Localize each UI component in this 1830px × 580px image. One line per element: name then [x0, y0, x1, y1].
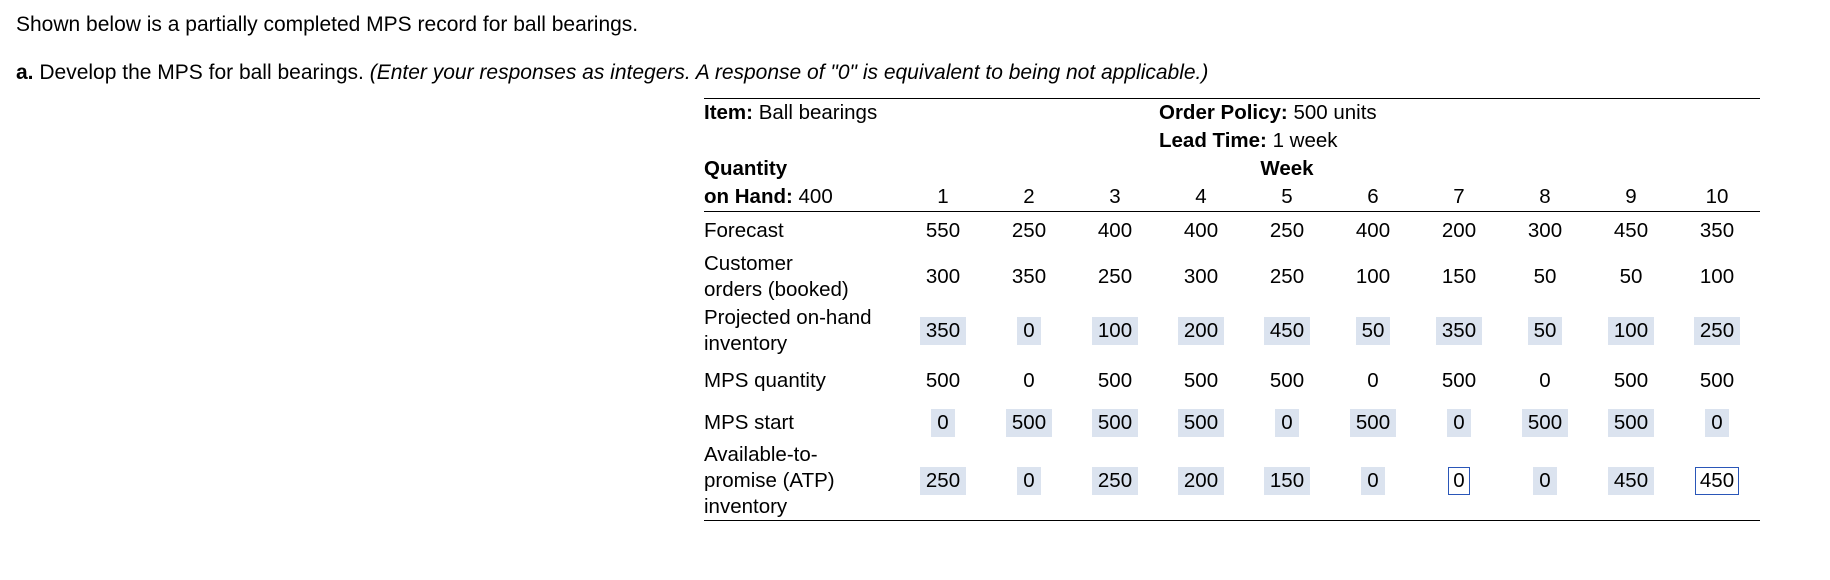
atp-label-line1: Available-to- — [704, 443, 818, 466]
atp-answer-cell[interactable]: 150 — [1264, 467, 1310, 495]
customer-orders-value: 100 — [1355, 265, 1391, 288]
forecast-value: 200 — [1441, 219, 1477, 242]
mps-quantity-value: 500 — [925, 369, 961, 392]
mps-table — [704, 98, 1760, 521]
projected-answer-cell[interactable]: 0 — [1017, 317, 1040, 345]
forecast-label: Forecast — [704, 219, 784, 242]
question-prompt — [16, 60, 1208, 86]
projected-label-line2: inventory — [704, 332, 788, 355]
atp-row — [704, 442, 1760, 521]
customer-orders-value: 100 — [1699, 265, 1735, 288]
projected-answer-cell[interactable]: 50 — [1528, 317, 1563, 345]
mps-quantity-value: 500 — [1269, 369, 1305, 392]
customer-orders-value: 250 — [1269, 265, 1305, 288]
customer-orders-value: 150 — [1441, 265, 1477, 288]
atp-answer-cell[interactable]: 200 — [1178, 467, 1224, 495]
customer-orders-value: 300 — [1183, 265, 1219, 288]
week-label: Week — [1260, 157, 1314, 180]
header-row-lead-time — [704, 127, 1760, 155]
projected-answer-cell[interactable]: 350 — [1436, 317, 1482, 345]
projected-row — [704, 304, 1760, 358]
atp-label-line2: promise (ATP) — [704, 469, 835, 492]
forecast-value: 300 — [1527, 219, 1563, 242]
forecast-value: 250 — [1011, 219, 1047, 242]
week-number: 1 — [900, 183, 986, 212]
mps-quantity-value: 0 — [1367, 369, 1379, 392]
lead-time-value: 1 week — [1272, 129, 1338, 152]
projected-answer-cell[interactable]: 250 — [1694, 317, 1740, 345]
projected-label-line1: Projected on-hand — [704, 306, 872, 329]
forecast-value: 550 — [925, 219, 961, 242]
mps-start-answer-cell[interactable]: 0 — [1705, 409, 1728, 437]
projected-answer-cell[interactable]: 100 — [1092, 317, 1138, 345]
quantity-label-line1: Quantity — [704, 157, 788, 180]
atp-answer-cell[interactable]: 0 — [1017, 467, 1040, 495]
forecast-value: 400 — [1097, 219, 1133, 242]
mps-start-answer-cell[interactable]: 500 — [1092, 409, 1138, 437]
question-instruction: (Enter your responses as integers. A response of "0" is equivalent to being not applicable.) — [369, 61, 1209, 84]
week-number-row — [704, 183, 1760, 212]
week-number: 10 — [1674, 183, 1760, 212]
header-row-item — [704, 99, 1760, 127]
quantity-label-line2: on Hand: — [704, 185, 793, 208]
forecast-value: 400 — [1355, 219, 1391, 242]
atp-input-field[interactable]: 450 — [1695, 467, 1739, 495]
order-policy-label: Order Policy: — [1159, 101, 1288, 124]
customer-orders-value: 50 — [1619, 265, 1643, 288]
mps-quantity-value: 500 — [1183, 369, 1219, 392]
week-number: 4 — [1158, 183, 1244, 212]
forecast-value: 400 — [1183, 219, 1219, 242]
customer-orders-label-line1: Customer — [704, 252, 793, 275]
lead-time-label: Lead Time: — [1159, 129, 1267, 152]
customer-orders-value: 350 — [1011, 265, 1047, 288]
projected-answer-cell[interactable]: 350 — [920, 317, 966, 345]
mps-start-label: MPS start — [704, 411, 794, 434]
customer-orders-row — [704, 250, 1760, 304]
mps-quantity-label: MPS quantity — [704, 369, 826, 392]
week-number: 8 — [1502, 183, 1588, 212]
projected-label — [704, 304, 900, 358]
atp-label-line3: inventory — [704, 495, 788, 518]
atp-answer-cell[interactable]: 0 — [1533, 467, 1556, 495]
mps-quantity-value: 500 — [1097, 369, 1133, 392]
atp-label — [704, 442, 900, 521]
order-policy-value: 500 units — [1293, 101, 1377, 124]
quantity-value: 400 — [798, 185, 833, 208]
customer-orders-value: 50 — [1533, 265, 1557, 288]
customer-orders-label — [704, 250, 900, 304]
projected-answer-cell[interactable]: 50 — [1356, 317, 1391, 345]
forecast-value: 250 — [1269, 219, 1305, 242]
week-number: 3 — [1072, 183, 1158, 212]
mps-start-answer-cell[interactable]: 500 — [1608, 409, 1654, 437]
atp-answer-cell[interactable]: 450 — [1608, 467, 1654, 495]
projected-answer-cell[interactable]: 100 — [1608, 317, 1654, 345]
projected-answer-cell[interactable]: 200 — [1178, 317, 1224, 345]
mps-start-answer-cell[interactable]: 500 — [1006, 409, 1052, 437]
week-number: 7 — [1416, 183, 1502, 212]
week-number: 6 — [1330, 183, 1416, 212]
customer-orders-label-line2: orders (booked) — [704, 278, 849, 301]
item-cell — [704, 99, 1158, 127]
question-label: a. — [16, 61, 34, 84]
quantity-on-hand-cell — [704, 183, 900, 212]
week-number: 9 — [1588, 183, 1674, 212]
mps-quantity-value: 500 — [1699, 369, 1735, 392]
week-number: 2 — [986, 183, 1072, 212]
forecast-value: 350 — [1699, 219, 1735, 242]
mps-quantity-value: 500 — [1441, 369, 1477, 392]
atp-answer-cell[interactable]: 250 — [920, 467, 966, 495]
forecast-row — [704, 212, 1760, 251]
order-policy-cell — [1158, 99, 1760, 127]
mps-start-answer-cell[interactable]: 500 — [1178, 409, 1224, 437]
mps-start-row — [704, 404, 1760, 442]
lead-time-cell — [1158, 127, 1760, 155]
mps-start-answer-cell[interactable]: 0 — [1275, 409, 1298, 437]
customer-orders-value: 250 — [1097, 265, 1133, 288]
mps-quantity-value: 0 — [1539, 369, 1551, 392]
atp-input-field[interactable]: 0 — [1448, 467, 1469, 495]
atp-answer-cell[interactable]: 250 — [1092, 467, 1138, 495]
mps-start-answer-cell[interactable]: 500 — [1522, 409, 1568, 437]
question-text: Develop the MPS for ball bearings. — [39, 61, 364, 84]
item-value: Ball bearings — [758, 101, 878, 124]
header-row-week-label — [704, 155, 1760, 183]
mps-start-answer-cell[interactable]: 0 — [931, 409, 954, 437]
week-number: 5 — [1244, 183, 1330, 212]
mps-quantity-row — [704, 358, 1760, 404]
forecast-value: 450 — [1613, 219, 1649, 242]
mps-start-answer-cell[interactable]: 0 — [1447, 409, 1470, 437]
customer-orders-value: 300 — [925, 265, 961, 288]
item-label: Item: — [704, 101, 753, 124]
mps-quantity-value: 0 — [1023, 369, 1035, 392]
atp-answer-cell[interactable]: 0 — [1361, 467, 1384, 495]
projected-answer-cell[interactable]: 450 — [1264, 317, 1310, 345]
intro-text: Shown below is a partially completed MPS record for ball bearings. — [16, 13, 639, 36]
mps-start-answer-cell[interactable]: 500 — [1350, 409, 1396, 437]
mps-quantity-value: 500 — [1613, 369, 1649, 392]
